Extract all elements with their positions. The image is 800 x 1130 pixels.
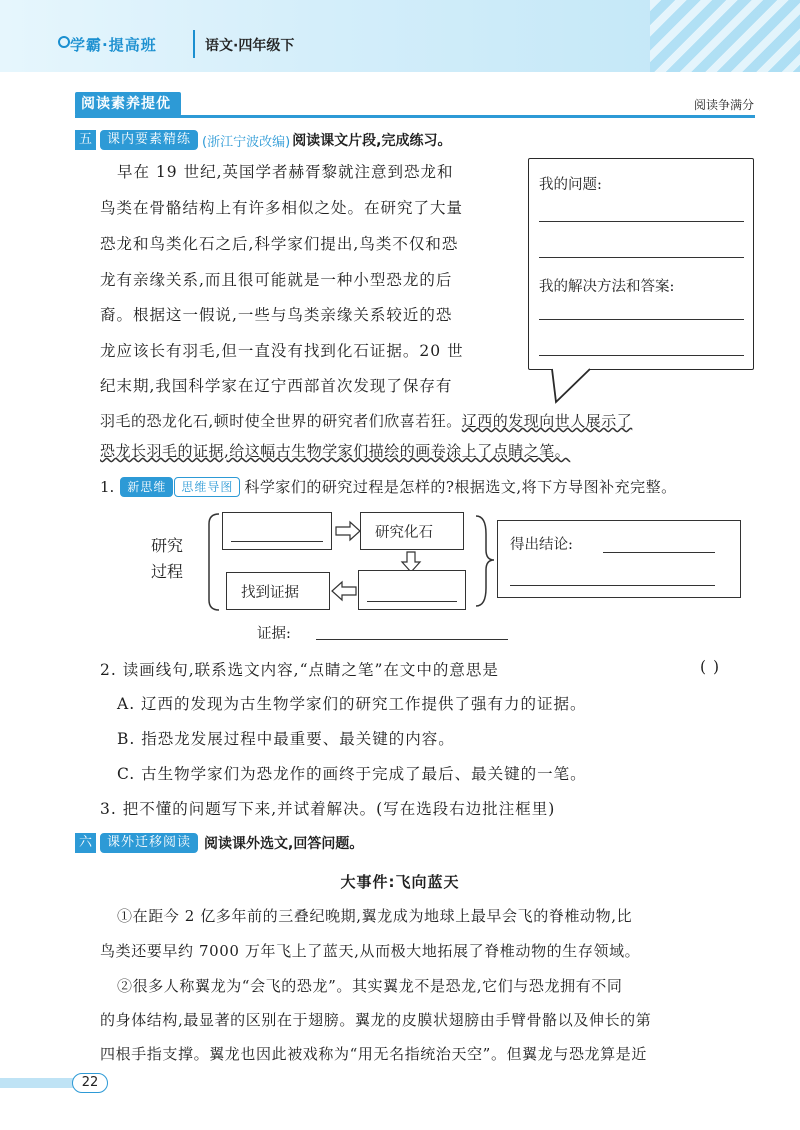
option-c[interactable]: C. 古生物学家们为恐龙作的画终于完成了最后、最关键的一笔。 (117, 765, 587, 783)
fill-blank[interactable] (231, 541, 323, 542)
passage-text: 羽毛的恐龙化石,顿时使全世界的研究者们欣喜若狂。 (100, 412, 462, 430)
q1-tag-new: 新思维 (120, 477, 173, 497)
section-banner: 阅读素养提优 (75, 92, 181, 116)
solution-label: 我的解决方法和答案: (539, 279, 675, 295)
mindmap-blank-box[interactable] (222, 512, 332, 550)
part6-number: 六 (75, 833, 96, 853)
question-label: 我的问题: (539, 177, 602, 193)
part5-heading (75, 130, 452, 150)
passage-line: 龙应该长有羽毛,但一直没有找到化石证据。20 世 (100, 342, 464, 360)
article-line: 的身体结构,最显著的区别在于翅膀。翼龙的皮膜状翅膀由手臂骨骼以及伸长的第 (100, 1011, 652, 1029)
part5-number: 五 (75, 130, 96, 150)
passage-line: 裔。根据这一假说,一些与鸟类亲缘关系较近的恐 (100, 306, 453, 324)
mindmap-side-label: 过程 (151, 562, 184, 581)
answer-line[interactable] (539, 221, 744, 222)
fill-blank[interactable] (603, 552, 715, 553)
fill-blank[interactable] (367, 601, 457, 602)
part6-tag: 课外迁移阅读 (100, 833, 198, 853)
conclusion-label: 得出结论: (510, 537, 573, 553)
article-line: 四根手指支撑。翼龙也因此被戏称为“用无名指统治天空”。但翼龙与恐龙算是近 (100, 1045, 647, 1063)
passage-line: 龙有亲缘关系,而且很可能就是一种小型恐龙的后 (100, 271, 453, 289)
conclusion-box[interactable] (497, 520, 741, 598)
answer-line[interactable] (539, 319, 744, 320)
underlined-sentence: 辽西的发现向世人展示了 (461, 412, 633, 430)
q1-tag-map: 思维导图 (174, 477, 240, 497)
passage-line: 纪末期,我国科学家在辽宁西部首次发现了保存有 (100, 377, 453, 395)
article-line: 鸟类还要早约 7000 万年飞上了蓝天,从而极大地拓展了脊椎动物的生存领域。 (100, 942, 641, 960)
mindmap-box-find (226, 572, 330, 610)
fill-blank[interactable] (510, 585, 715, 586)
graduation-cap-icon (58, 36, 70, 48)
callout-tail (550, 368, 610, 404)
subject-label: 语文·四年级下 (205, 38, 295, 54)
part6-heading (75, 833, 363, 853)
part5-tag: 课内要素精练 (100, 130, 198, 150)
mindmap-box-text: 研究化石 (375, 525, 433, 541)
article-title: 大事件:飞向蓝天 (340, 873, 460, 891)
option-a[interactable]: A. 辽西的发现为古生物学家们的研究工作提供了强有力的证据。 (117, 695, 587, 713)
article-line: ②很多人称翼龙为“会飞的恐龙”。其实翼龙不是恐龙,它们与恐龙拥有不同 (117, 977, 623, 995)
passage-line: 早在 19 世纪,英国学者赫胥黎就注意到恐龙和 (117, 163, 454, 181)
mindmap-side-label: 研究 (151, 536, 184, 555)
article-line: ①在距今 2 亿多年前的三叠纪晚期,翼龙成为地球上最早会飞的脊椎动物,比 (117, 907, 633, 925)
brand-title: 学霸·提高班 (70, 36, 157, 54)
q1-number: 1. (100, 477, 115, 496)
page-header (0, 0, 800, 72)
mindmap-box-text: 找到证据 (241, 585, 299, 601)
passage-line (100, 406, 632, 436)
part6-instruction: 阅读课外选文,回答问题。 (204, 836, 364, 852)
q3-text: 3. 把不懂的问题写下来,并试着解决。(写在选段右边批注框里) (100, 800, 556, 818)
underlined-sentence: 恐龙长羽毛的证据,给这幅古生物学家们描绘的画卷涂上了点睛之笔。 (100, 442, 571, 460)
answer-parentheses[interactable]: ( ) (700, 658, 721, 676)
evidence-blank[interactable] (316, 639, 508, 640)
q1-text: 科学家们的研究过程是怎样的?根据选文,将下方导图补充完整。 (244, 478, 677, 496)
part5-source: (浙江宁波改编) (202, 134, 291, 150)
annotation-box[interactable] (528, 158, 754, 370)
answer-line[interactable] (539, 257, 744, 258)
part5-instruction: 阅读课文片段,完成练习。 (292, 133, 452, 149)
section-right-label: 阅读争满分 (693, 98, 754, 112)
evidence-label: 证据: (257, 626, 291, 642)
passage-line (100, 436, 570, 466)
q1-heading (100, 476, 677, 497)
option-b[interactable]: B. 指恐龙发展过程中最重要、最关键的内容。 (117, 730, 455, 748)
header-divider (193, 30, 195, 58)
mindmap-blank-box[interactable] (358, 570, 466, 610)
mindmap-box-study (360, 512, 464, 550)
page-number: 22 (72, 1073, 108, 1093)
header-decoration (650, 0, 800, 72)
answer-line[interactable] (539, 355, 744, 356)
passage-line: 恐龙和鸟类化石之后,科学家们提出,鸟类不仅和恐 (100, 235, 459, 253)
q2-text: 2. 读画线句,联系选文内容,“点睛之笔”在文中的意思是 (100, 661, 499, 679)
passage-line: 鸟类在骨骼结构上有许多相似之处。在研究了大量 (100, 199, 464, 217)
section-divider (75, 115, 755, 118)
